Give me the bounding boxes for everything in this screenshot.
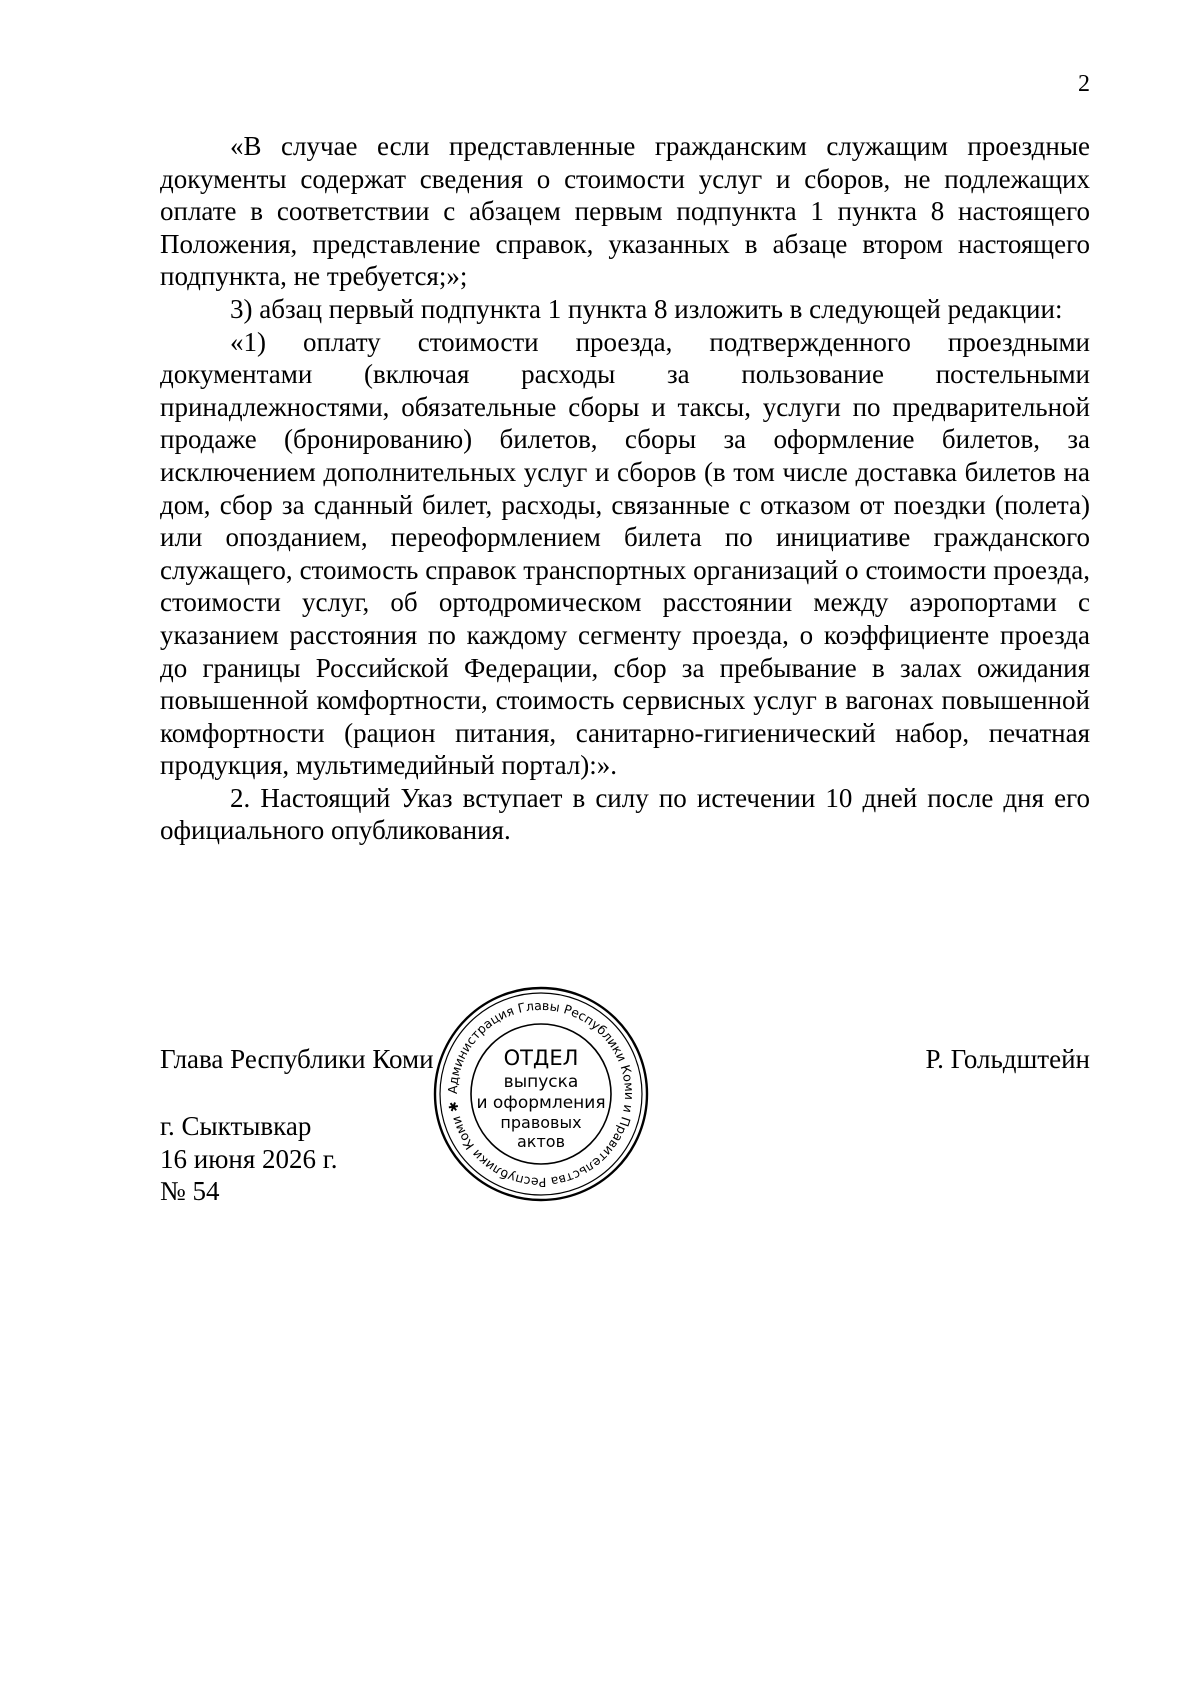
- signatory-title: Глава Республики Коми: [160, 1044, 434, 1074]
- stamp-center-line-4: правовых: [500, 1113, 582, 1132]
- place: г. Сыктывкар: [160, 1111, 312, 1141]
- signatory-name: Р. Гольдштейн: [925, 1044, 1090, 1074]
- stamp-center-line-3: и оформления: [476, 1093, 606, 1113]
- document-body: [160, 130, 1090, 847]
- stamp-ring-text: Администрация Главы Республики Коми и Правительства Республики Коми ✱: [444, 997, 638, 1191]
- place-date-block: [160, 1110, 338, 1208]
- paragraph-amendment-3: 3) абзац первый подпункта 1 пункта 8 изложить в следующей редакции:: [230, 293, 1063, 324]
- paragraph-quoted-clause: «В случае если представленные гражданским служащим проездные документы содержат сведения о стоимости услуг и сборов, не подлежащих оплате в соответствии с абзацем первым подпункта 1 пункта 8 настоящего Положения, представление справок, указанных в абзаце втором настоящего подпункта, не требуется;»;: [160, 131, 1090, 292]
- page-number: 2: [1078, 71, 1090, 97]
- paragraph-entry-into-force: 2. Настоящий Указ вступает в силу по истечении 10 дней после дня его официального опубликования.: [160, 782, 1090, 846]
- official-stamp: [432, 985, 650, 1203]
- paragraph-new-wording: «1) оплату стоимости проезда, подтвержденного проездными документами (включая расходы за пользование постельными принадлежностями, обязательные сборы и таксы, услуги по предварительной продаже (бронированию) билетов, сборы за оформление билетов, за исключением дополнительных услуг и сборов (в том числе доставка билетов на дом, сбор за сданный билет, расходы, связанные с отказом от поездки (полета) или опозданием, переоформлением билета по инициативе гражданского служащего, стоимость справок транспортных организаций о стоимости проезда, стоимости услуг, об ортодромическом расстоянии между аэропортами с указанием расстояния по каждому сегменту проезда, о коэффициенте проезда до границы Российской Федерации, сбор за пребывание в залах ожидания повышенной комфортности, стоимость сервисных услуг в вагонах повышенной комфортности (рацион питания, санитарно-гигиенический набор, печатная продукция, мультимедийный портал):».: [160, 326, 1090, 781]
- stamp-center-line-5: актов: [516, 1132, 566, 1151]
- stamp-graphic: [432, 985, 650, 1203]
- stamp-center-line-1: ОТДЕЛ: [503, 1046, 579, 1070]
- document-number: № 54: [160, 1176, 220, 1207]
- date: 16 июня 2026 г.: [160, 1143, 338, 1174]
- stamp-center-line-2: выпуска: [503, 1072, 579, 1092]
